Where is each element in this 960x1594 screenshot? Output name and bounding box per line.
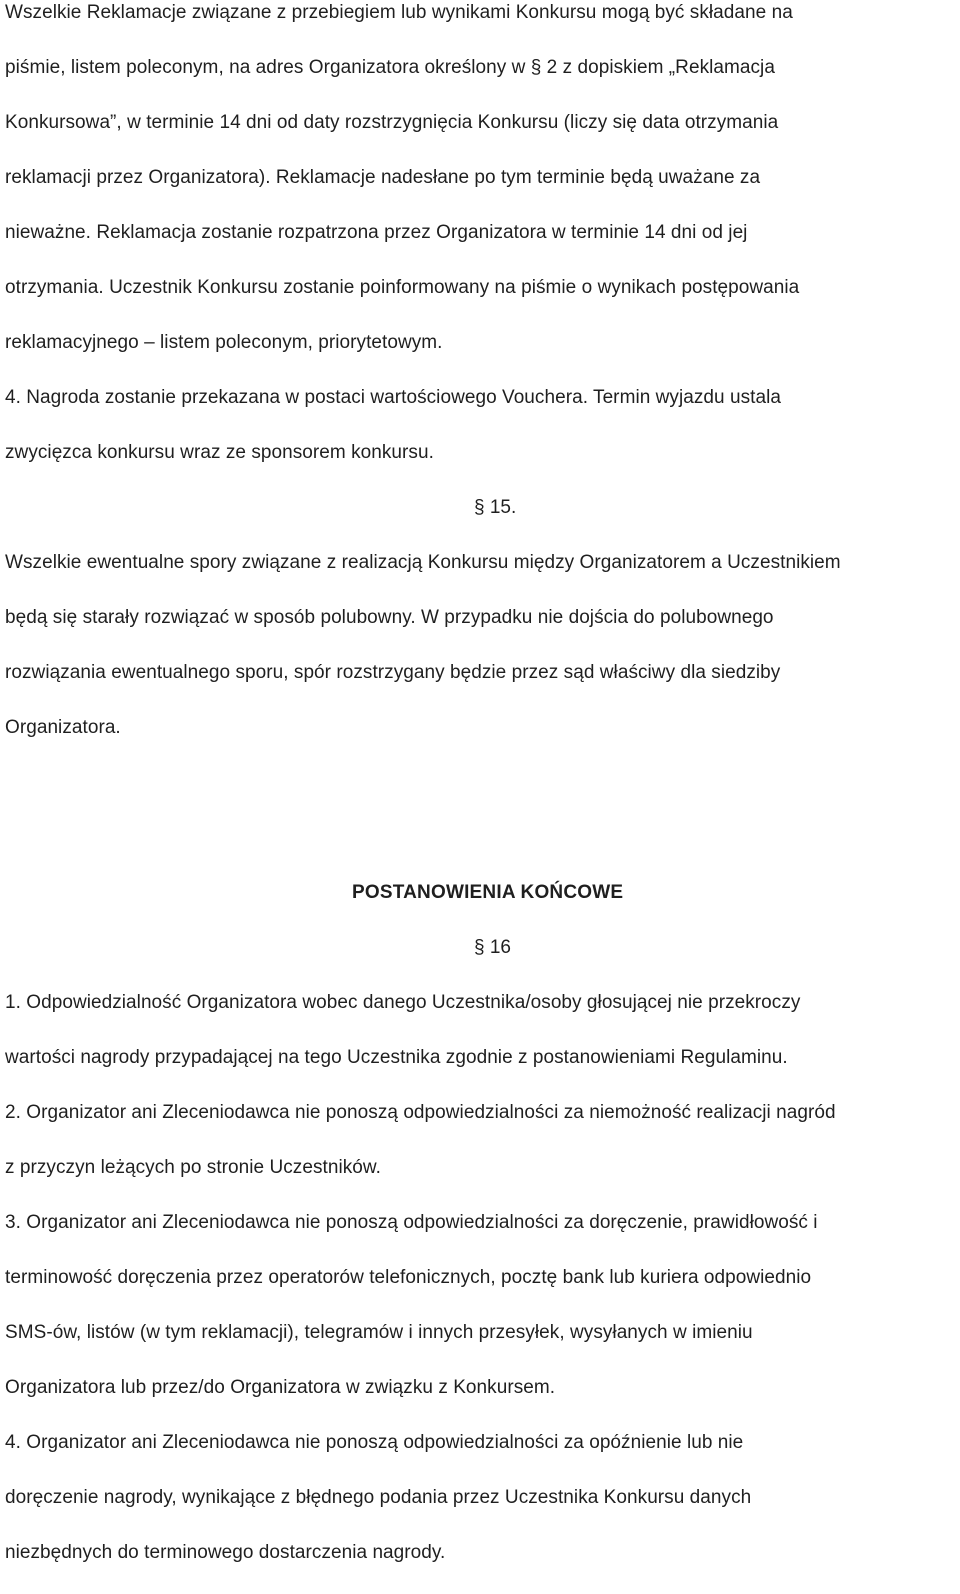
text-line: SMS-ów, listów (w tym reklamacji), telegramów i innych przesyłek, wysyłanych w imieniu <box>5 1322 753 1343</box>
text-line: 3. Organizator ani Zleceniodawca nie ponoszą odpowiedzialności za doręczenie, prawidłowość i <box>5 1212 818 1233</box>
text-line: Wszelkie Reklamacje związane z przebiegiem lub wynikami Konkursu mogą być składane na <box>5 2 793 23</box>
text-line: nieważne. Reklamacja zostanie rozpatrzona przez Organizatora w terminie 14 dni od jej <box>5 222 748 243</box>
text-line: Wszelkie ewentualne spory związane z realizacją Konkursu między Organizatorem a Uczestnikiem <box>5 552 841 573</box>
text-line: 2. Organizator ani Zleceniodawca nie ponoszą odpowiedzialności za niemożność realizacji nagród <box>5 1102 836 1123</box>
text-line: Konkursowa”, w terminie 14 dni od daty rozstrzygnięcia Konkursu (liczy się data otrzymania <box>5 112 779 133</box>
text-line: rozwiązania ewentualnego sporu, spór rozstrzygany będzie przez sąd właściwy dla siedziby <box>5 662 781 683</box>
text-line: piśmie, listem poleconym, na adres Organizatora określony w § 2 z dopiskiem „Reklamacja <box>5 57 775 78</box>
text-line: reklamacji przez Organizatora). Reklamacje nadesłane po tym terminie będą uważane za <box>5 167 761 188</box>
text-line: zwycięzca konkursu wraz ze sponsorem konkursu. <box>5 442 434 463</box>
text-line: reklamacyjnego – listem poleconym, priorytetowym. <box>5 332 443 353</box>
text-line: wartości nagrody przypadającej na tego Uczestnika zgodnie z postanowieniami Regulaminu. <box>5 1047 788 1068</box>
text-line: 4. Nagroda zostanie przekazana w postaci wartościowego Vouchera. Termin wyjazdu ustala <box>5 387 781 408</box>
section-16-header: § 16 <box>474 937 511 958</box>
text-line: 1. Odpowiedzialność Organizatora wobec danego Uczestnika/osoby głosującej nie przekroczy <box>5 992 801 1013</box>
text-line: otrzymania. Uczestnik Konkursu zostanie poinformowany na piśmie o wynikach postępowania <box>5 277 800 298</box>
section-15-header: § 15. <box>474 497 517 518</box>
text-line: doręczenie nagrody, wynikające z błędnego podania przez Uczestnika Konkursu danych <box>5 1487 752 1508</box>
text-line: terminowość doręczenia przez operatorów telefonicznych, pocztę bank lub kuriera odpowiednio <box>5 1267 812 1288</box>
text-line: 4. Organizator ani Zleceniodawca nie ponoszą odpowiedzialności za opóźnienie lub nie <box>5 1432 744 1453</box>
text-line: Organizatora lub przez/do Organizatora w związku z Konkursem. <box>5 1377 556 1398</box>
text-line: niezbędnych do terminowego dostarczenia nagrody. <box>5 1542 446 1563</box>
text-line: Organizatora. <box>5 717 121 738</box>
final-provisions-heading: POSTANOWIENIA KOŃCOWE <box>352 882 624 903</box>
text-line: będą się starały rozwiązać w sposób polubowny. W przypadku nie dojścia do polubownego <box>5 607 774 628</box>
text-line: z przyczyn leżących po stronie Uczestników. <box>5 1157 381 1178</box>
